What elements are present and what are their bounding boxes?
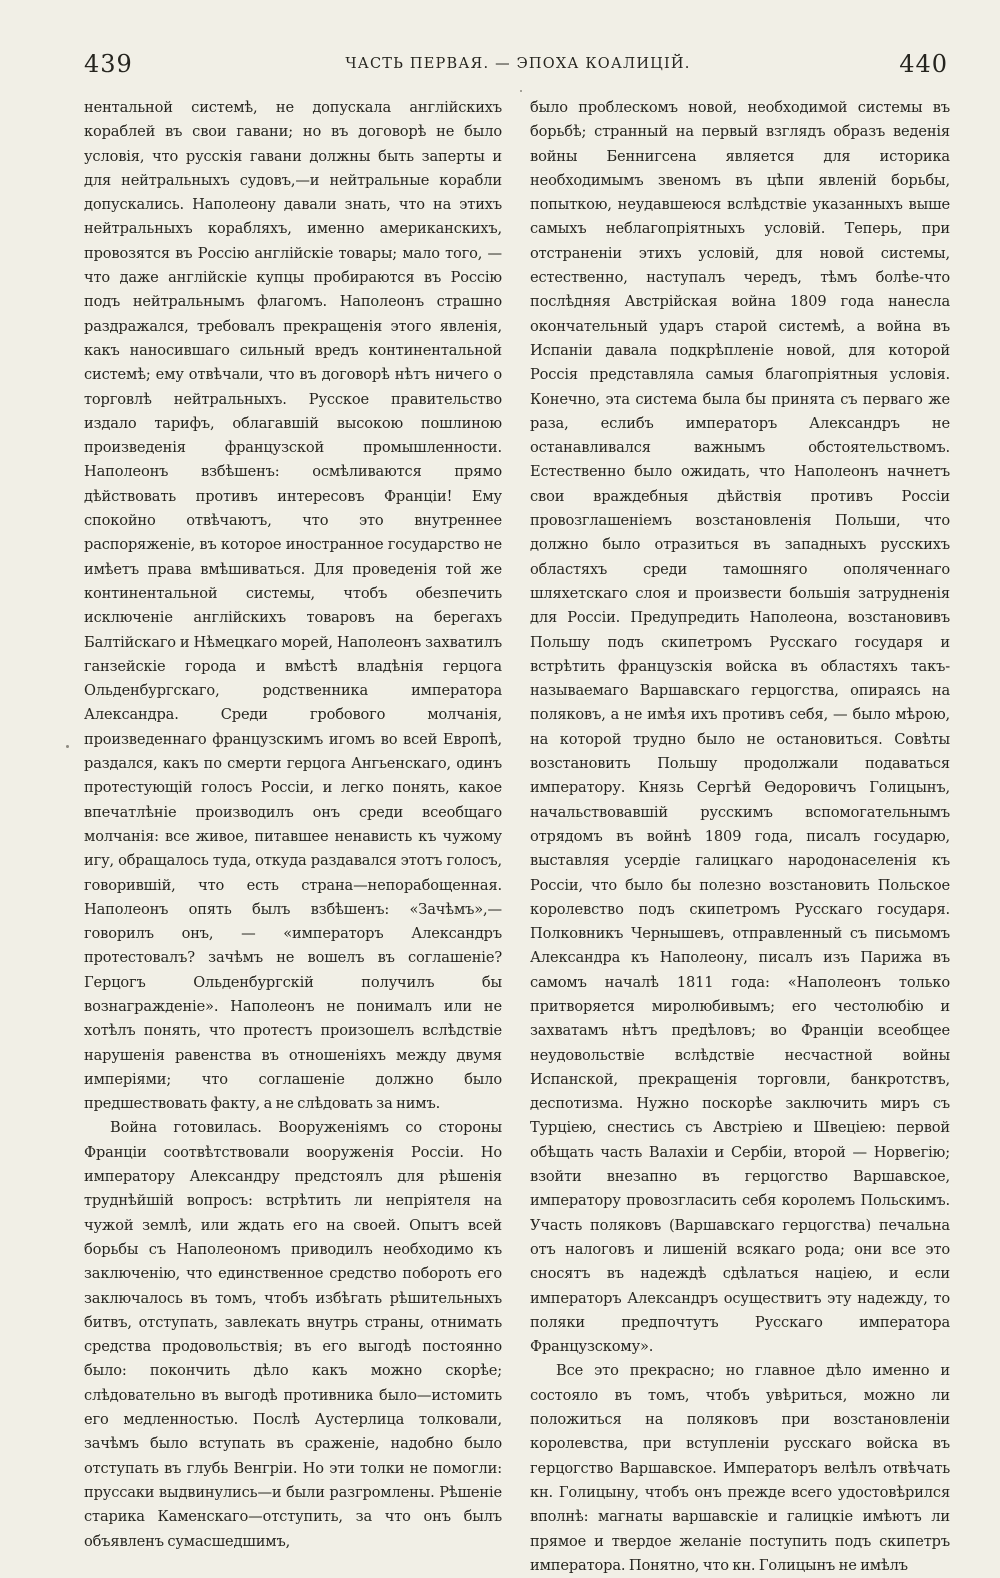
page-number-right: 440: [899, 50, 948, 78]
running-title: ЧАСТЬ ПЕРВАЯ. — ЭПОХА КОАЛИЦІЙ.: [345, 56, 691, 72]
page-number-left: 439: [84, 50, 133, 78]
right-paragraph-2: Все это прекрасно; но главное дѣло именно и состояло въ томъ, чтобъ увѣриться, можно ли положиться на поляковъ при возстановленіи королевства, при вступленіи русскаго войска въ герцогство Варшавское. Императоръ велѣлъ отвѣчать кн. Голицыну, чтобъ онъ прежде всего удостовѣрился вполнѣ: магнаты варшавскіе и галицкіе имѣютъ ли прямое и твердое желаніе поступить подъ скипетръ императора. Понятно, что кн. Голицынъ не имѣлъ: [530, 1362, 950, 1574]
left-paragraph-1: нентальной системѣ, не допускала англійскихъ кораблей въ свои гавани; но въ договорѣ не было условія, что русскія гавани должны быть заперты и для нейтральныхъ судовъ,—и нейтральные корабли допускались. Наполеону давали знать, что на этихъ нейтральныхъ корабляхъ, именно американскихъ, провозятся въ Россію англійскіе товары; мало того, — что даже англійскіе купцы пробираются въ Россію подъ нейтральнымъ флагомъ. Наполеонъ страшно раздражался, требовалъ прекращенія этого явленія, какъ наносившаго сильный вредъ континентальной системѣ; ему отвѣчали, что въ договорѣ нѣтъ ничего о торговлѣ нейтральныхъ. Русское правительство издало тарифъ, облагавшій высокою пошлиною произведенія французской промышленности. Наполеонъ взбѣшенъ: осмѣливаются прямо дѣйствовать противъ интересовъ Франціи! Ему спокойно отвѣчаютъ, что это внутреннее распоряженіе, въ которое иностранное государство не имѣетъ права вмѣшиваться. Для проведенія той же континентальной системы, чтобъ обезпечить исключеніе англійскихъ товаровъ на берегахъ Балтійскаго и Нѣмецкаго морей, Наполеонъ захватилъ ганзейскіе города и вмѣстѣ владѣнія герцога Ольденбургскаго, родственника императора Александра. Среди гробового молчанія, произведеннаго французскимъ игомъ во всей Европѣ, раздался, какъ по смерти герцога Ангьенскаго, одинъ протестующій голосъ Россіи, и легко понять, какое впечатлѣніе производилъ онъ среди всеобщаго молчанія: все живое, питавшее ненависть къ чужому игу, обращалось туда, откуда раздавался этотъ голосъ, говорившій, что есть страна—непорабощенная. Наполеонъ опять былъ взбѣшенъ: «Зачѣмъ»,—говорилъ онъ, — «императоръ Александръ протестовалъ? зачѣмъ не вошелъ въ соглашеніе? Герцогъ Ольденбургскій получилъ бы вознагражденіе». Наполеонъ не понималъ или не хотѣлъ понять, что протестъ произошелъ вслѣдствіе нарушенія равенства въ отношеніяхъ между двумя имперіями; что соглашеніе должно было предшествовать факту, а не слѣдовать за нимъ.: [84, 99, 502, 1113]
page-header: [84, 50, 952, 86]
left-column: [84, 96, 502, 1550]
paper-speck: [520, 90, 522, 92]
paper-speck: [66, 745, 69, 748]
right-column: [530, 96, 950, 1574]
right-paragraph-1: было проблескомъ новой, необходимой системы въ борьбѣ; странный на первый взглядъ образъ веденія войны Беннигсена является для историка необходимымъ звеномъ въ цѣпи явленій борьбы, попыткою, неудавшеюся вслѣдствіе указанныхъ выше самыхъ неблагопріятныхъ условій. Теперь, при отстраненіи этихъ условій, для новой системы, естественно, наступалъ чередъ, тѣмъ болѣе-что послѣдняя Австрійская война 1809 года нанесла окончательный ударъ старой системѣ, а война въ Испаніи давала подкрѣпленіе новой, для которой Россія представляла самыя благопріятныя условія. Конечно, эта система была бы принята съ перваго же раза, еслибъ императоръ Александръ не останавливался важнымъ обстоятельствомъ. Естественно было ожидать, что Наполеонъ начнетъ свои враждебныя дѣйствія противъ Россіи провозглашеніемъ возстановленія Польши, что должно было отразиться въ западныхъ русскихъ областяхъ среди тамошняго ополяченнаго шляхетскаго слоя и произвести большія затрудненія для Россіи. Предупредить Наполеона, возстановивъ Польшу подъ скипетромъ Русскаго государя и встрѣтить французскія войска въ областяхъ такъ-называемаго Варшавскаго герцогства, опираясь на поляковъ, а не имѣя ихъ противъ себя, — было мѣрою, на которой трудно было не остановиться. Совѣты возстановить Польшу продолжали подаваться императору. Князь Сергѣй Ѳедоровичъ Голицынъ, начальствовавшій русскимъ вспомогательнымъ отрядомъ въ войнѣ 1809 года, писалъ государю, выставляя усердіе галицкаго народонаселенія къ Россіи, что было бы полезно возстановить Польское королевство подъ скипетромъ Русскаго государя. Полковникъ Чернышевъ, отправленный съ письмомъ Александра къ Наполеону, писалъ изъ Парижа въ самомъ началѣ 1811 года: «Наполеонъ только притворяется миролюбивымъ; его честолюбію и захватамъ нѣтъ предѣловъ; во Франціи всеобщее неудовольствіе вслѣдствіе несчастной войны Испанской, прекращенія торговли, банкротствъ, деспотизма. Нужно поскорѣе заключить миръ съ Турціею, снестись съ Австріею и Швеціею: первой обѣщать часть Валахіи и Сербіи, второй — Норвегію; взойти внезапно въ герцогство Варшавское, императору провозгласить себя королемъ Польскимъ. Участь поляковъ (Варшавскаго герцогства) печальна отъ налоговъ и лишеній всякаго рода; они все это сносятъ въ надеждѣ сдѣлаться націею, и если императоръ Александръ осуществитъ эту надежду, то поляки предпочтутъ Русскаго императора Французскому».: [530, 99, 950, 1356]
left-paragraph-2: Война готовилась. Вооруженіямъ со стороны Франціи соотвѣтствовали вооруженія Россіи. Но императору Александру предстоялъ для рѣшенія труднѣйшій вопросъ: встрѣтить ли непріятеля на чужой землѣ, или ждать его на своей. Опытъ всей борьбы съ Наполеономъ приводилъ необходимо къ заключенію, что единственное средство побороть его заключалось въ томъ, чтобъ избѣгать рѣшительныхъ битвъ, отступать, завлекать внутрь страны, отнимать средства продовольствія; въ его выгодѣ постоянно было: покончить дѣло какъ можно скорѣе; слѣдовательно въ выгодѣ противника было—истомить его медленностью. Послѣ Аустерлица толковали, зачѣмъ было вступать въ сраженіе, надобно было отступать въ глубь Венгріи. Но эти толки не помогли: пруссаки выдвинулись—и были разгромлены. Рѣшеніе старика Каменскаго—отступить, за что онъ былъ объявленъ сумасшедшимъ,: [84, 1119, 502, 1550]
